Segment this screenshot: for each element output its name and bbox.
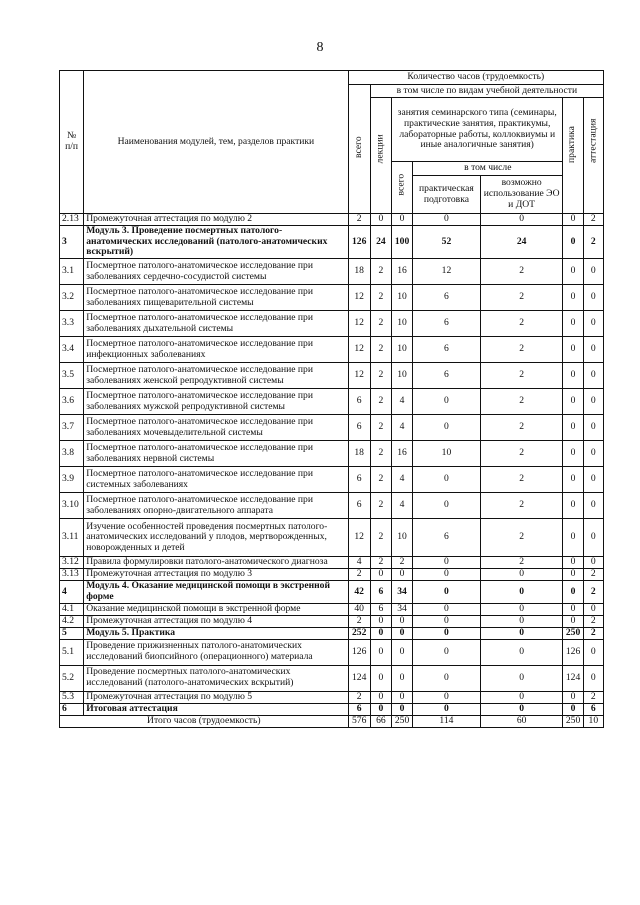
cell-prac-prep: 52 [413, 226, 481, 259]
cell-total: 6 [348, 467, 370, 493]
table-row [60, 467, 604, 493]
cell-sem-total: 34 [391, 603, 412, 615]
total-total: 576 [348, 715, 370, 727]
cell-sem-total: 4 [391, 415, 412, 441]
table-row [60, 639, 604, 665]
cell-practice: 0 [563, 557, 583, 569]
total-sem-total: 250 [391, 715, 412, 727]
row-number: 3.4 [60, 337, 84, 363]
cell-eo-dot: 2 [480, 557, 563, 569]
cell-practice: 0 [563, 615, 583, 627]
row-number: 4.1 [60, 603, 84, 615]
cell-practice: 250 [563, 627, 583, 639]
cell-total: 6 [348, 415, 370, 441]
table-row [60, 665, 604, 691]
cell-total: 2 [348, 691, 370, 703]
cell-prac-prep: 0 [413, 557, 481, 569]
cell-attestation: 0 [583, 363, 603, 389]
cell-practice: 0 [563, 581, 583, 603]
header-prac-prep: практическая подготовка [413, 176, 481, 214]
cell-prac-prep: 0 [413, 639, 481, 665]
row-name: Промежуточная аттестация по модулю 4 [84, 615, 348, 627]
row-name: Правила формулировки патолого-анатомического диагноза [84, 557, 348, 569]
cell-prac-prep: 6 [413, 519, 481, 557]
cell-attestation: 2 [583, 581, 603, 603]
total-label: Итого часов (трудоемкость) [60, 715, 349, 727]
cell-total: 6 [348, 703, 370, 715]
table-row [60, 337, 604, 363]
cell-attestation: 0 [583, 665, 603, 691]
cell-eo-dot: 0 [480, 639, 563, 665]
cell-sem-total: 2 [391, 557, 412, 569]
table-row [60, 627, 604, 639]
cell-lectures: 0 [370, 569, 391, 581]
row-number: 5.3 [60, 691, 84, 703]
row-number: 3.1 [60, 259, 84, 285]
cell-eo-dot: 0 [480, 703, 563, 715]
cell-practice: 0 [563, 441, 583, 467]
cell-sem-total: 0 [391, 615, 412, 627]
table-row [60, 363, 604, 389]
cell-sem-total: 10 [391, 337, 412, 363]
cell-prac-prep: 0 [413, 467, 481, 493]
cell-attestation: 0 [583, 337, 603, 363]
cell-sem-total: 34 [391, 581, 412, 603]
table-row [60, 691, 604, 703]
row-number: 3.8 [60, 441, 84, 467]
cell-attestation: 0 [583, 557, 603, 569]
row-number: 4 [60, 581, 84, 603]
cell-lectures: 6 [370, 603, 391, 615]
cell-eo-dot: 0 [480, 615, 563, 627]
cell-lectures: 2 [370, 337, 391, 363]
row-number: 3.9 [60, 467, 84, 493]
row-number: 3.13 [60, 569, 84, 581]
cell-lectures: 2 [370, 285, 391, 311]
header-hours: Количество часов (трудоемкость) [348, 71, 603, 85]
cell-prac-prep: 6 [413, 285, 481, 311]
cell-total: 12 [348, 519, 370, 557]
row-name: Посмертное патолого-анатомическое исследование при заболеваниях сердечно-сосудистой системы [84, 259, 348, 285]
cell-lectures: 2 [370, 441, 391, 467]
cell-attestation: 2 [583, 226, 603, 259]
cell-total: 12 [348, 337, 370, 363]
row-number: 3.6 [60, 389, 84, 415]
cell-prac-prep: 0 [413, 703, 481, 715]
cell-attestation: 0 [583, 285, 603, 311]
cell-total: 124 [348, 665, 370, 691]
cell-lectures: 0 [370, 703, 391, 715]
cell-eo-dot: 2 [480, 415, 563, 441]
cell-eo-dot: 0 [480, 603, 563, 615]
cell-sem-total: 4 [391, 493, 412, 519]
cell-eo-dot: 0 [480, 569, 563, 581]
cell-eo-dot: 2 [480, 259, 563, 285]
cell-practice: 0 [563, 259, 583, 285]
row-name: Проведение посмертных патолого-анатомических исследований (патолого-анатомических вскрытий) [84, 665, 348, 691]
cell-sem-total: 0 [391, 569, 412, 581]
table-row [60, 441, 604, 467]
header-practice: практика [563, 98, 583, 214]
cell-eo-dot: 0 [480, 214, 563, 226]
table-row [60, 519, 604, 557]
table-row [60, 259, 604, 285]
cell-prac-prep: 10 [413, 441, 481, 467]
cell-attestation: 0 [583, 639, 603, 665]
cell-lectures: 2 [370, 259, 391, 285]
cell-attestation: 0 [583, 493, 603, 519]
cell-eo-dot: 2 [480, 311, 563, 337]
cell-practice: 0 [563, 337, 583, 363]
cell-lectures: 2 [370, 493, 391, 519]
cell-total: 126 [348, 639, 370, 665]
row-number: 2.13 [60, 214, 84, 226]
cell-lectures: 2 [370, 363, 391, 389]
total-lectures: 66 [370, 715, 391, 727]
cell-practice: 0 [563, 389, 583, 415]
cell-practice: 0 [563, 285, 583, 311]
cell-sem-total: 0 [391, 627, 412, 639]
cell-attestation: 0 [583, 311, 603, 337]
total-prac-prep: 114 [413, 715, 481, 727]
row-number: 3 [60, 226, 84, 259]
cell-eo-dot: 2 [480, 519, 563, 557]
cell-eo-dot: 2 [480, 493, 563, 519]
cell-lectures: 24 [370, 226, 391, 259]
row-name: Посмертное патолого-анатомическое исследование при заболеваниях женской репродуктивной системы [84, 363, 348, 389]
cell-attestation: 0 [583, 603, 603, 615]
cell-attestation: 0 [583, 441, 603, 467]
cell-total: 18 [348, 259, 370, 285]
cell-total: 42 [348, 581, 370, 603]
cell-total: 2 [348, 615, 370, 627]
cell-total: 12 [348, 363, 370, 389]
row-number: 5.2 [60, 665, 84, 691]
cell-practice: 126 [563, 639, 583, 665]
page-number: 8 [316, 40, 324, 55]
cell-attestation: 2 [583, 627, 603, 639]
cell-practice: 0 [563, 493, 583, 519]
table-row [60, 557, 604, 569]
cell-practice: 124 [563, 665, 583, 691]
row-name: Посмертное патолого-анатомическое исследование при заболеваниях мочевыделительной системы [84, 415, 348, 441]
cell-sem-total: 4 [391, 467, 412, 493]
cell-sem-total: 4 [391, 389, 412, 415]
header-attestation: аттестация [583, 98, 603, 214]
cell-sem-total: 0 [391, 703, 412, 715]
cell-attestation: 6 [583, 703, 603, 715]
row-name: Модуль 3. Проведение посмертных патолого-анатомических исследований (патолого-анатомических вскрытий) [84, 226, 348, 259]
cell-sem-total: 10 [391, 363, 412, 389]
cell-attestation: 2 [583, 691, 603, 703]
cell-practice: 0 [563, 703, 583, 715]
curriculum-table [59, 70, 604, 728]
table-row [60, 214, 604, 226]
row-number: 3.3 [60, 311, 84, 337]
header-lectures: лекции [370, 98, 391, 214]
cell-total: 40 [348, 603, 370, 615]
cell-prac-prep: 0 [413, 389, 481, 415]
row-number: 6 [60, 703, 84, 715]
cell-prac-prep: 0 [413, 569, 481, 581]
cell-lectures: 2 [370, 415, 391, 441]
row-name: Посмертное патолого-анатомическое исследование при заболеваниях пищеварительной системы [84, 285, 348, 311]
cell-eo-dot: 24 [480, 226, 563, 259]
cell-practice: 0 [563, 226, 583, 259]
cell-eo-dot: 2 [480, 337, 563, 363]
row-name: Модуль 4. Оказание медицинской помощи в экстренной форме [84, 581, 348, 603]
cell-total: 126 [348, 226, 370, 259]
cell-attestation: 0 [583, 415, 603, 441]
table-row [60, 581, 604, 603]
cell-sem-total: 0 [391, 639, 412, 665]
row-name: Посмертное патолого-анатомическое исследование при заболеваниях мужской репродуктивной системы [84, 389, 348, 415]
row-number: 5 [60, 627, 84, 639]
cell-attestation: 2 [583, 214, 603, 226]
cell-lectures: 2 [370, 557, 391, 569]
cell-attestation: 2 [583, 615, 603, 627]
header-sem-total: всего [391, 162, 412, 214]
cell-eo-dot: 0 [480, 665, 563, 691]
row-name: Промежуточная аттестация по модулю 5 [84, 691, 348, 703]
cell-lectures: 2 [370, 311, 391, 337]
cell-prac-prep: 0 [413, 665, 481, 691]
cell-practice: 0 [563, 363, 583, 389]
cell-prac-prep: 6 [413, 311, 481, 337]
cell-attestation: 0 [583, 259, 603, 285]
cell-prac-prep: 6 [413, 363, 481, 389]
cell-eo-dot: 2 [480, 467, 563, 493]
cell-prac-prep: 0 [413, 214, 481, 226]
row-number: 3.12 [60, 557, 84, 569]
table-row [60, 569, 604, 581]
cell-lectures: 0 [370, 615, 391, 627]
cell-attestation: 0 [583, 389, 603, 415]
cell-lectures: 2 [370, 519, 391, 557]
row-name: Проведение прижизненных патолого-анатомических исследований биопсийного (операционного) материала [84, 639, 348, 665]
row-number: 5.1 [60, 639, 84, 665]
cell-practice: 0 [563, 569, 583, 581]
table-row [60, 389, 604, 415]
cell-prac-prep: 6 [413, 337, 481, 363]
row-name: Итоговая аттестация [84, 703, 348, 715]
row-name: Промежуточная аттестация по модулю 3 [84, 569, 348, 581]
cell-eo-dot: 2 [480, 363, 563, 389]
row-name: Оказание медицинской помощи в экстренной форме [84, 603, 348, 615]
header-seminar: занятия семинарского типа (семинары, практические занятия, практикумы, лабораторные работы, коллоквиумы и иные аналогичные занятия) [391, 98, 563, 162]
cell-sem-total: 0 [391, 665, 412, 691]
row-name: Модуль 5. Практика [84, 627, 348, 639]
cell-sem-total: 10 [391, 519, 412, 557]
row-name: Посмертное патолого-анатомическое исследование при заболеваниях нервной системы [84, 441, 348, 467]
cell-prac-prep: 0 [413, 691, 481, 703]
cell-practice: 0 [563, 214, 583, 226]
cell-sem-total: 0 [391, 214, 412, 226]
cell-lectures: 0 [370, 627, 391, 639]
header-incl: в том числе [413, 162, 563, 176]
cell-attestation: 0 [583, 467, 603, 493]
cell-lectures: 0 [370, 691, 391, 703]
total-practice: 250 [563, 715, 583, 727]
cell-practice: 0 [563, 519, 583, 557]
cell-prac-prep: 0 [413, 415, 481, 441]
row-name: Посмертное патолого-анатомическое исследование при системных заболеваниях [84, 467, 348, 493]
header-by-type: в том числе по видам учебной деятельности [370, 85, 603, 98]
cell-attestation: 0 [583, 519, 603, 557]
cell-lectures: 6 [370, 581, 391, 603]
cell-practice: 0 [563, 603, 583, 615]
total-eo-dot: 60 [480, 715, 563, 727]
cell-sem-total: 0 [391, 691, 412, 703]
cell-eo-dot: 0 [480, 691, 563, 703]
row-number: 4.2 [60, 615, 84, 627]
table-row [60, 311, 604, 337]
cell-practice: 0 [563, 311, 583, 337]
cell-total: 12 [348, 285, 370, 311]
cell-lectures: 0 [370, 214, 391, 226]
cell-eo-dot: 2 [480, 389, 563, 415]
cell-eo-dot: 0 [480, 627, 563, 639]
cell-sem-total: 100 [391, 226, 412, 259]
cell-sem-total: 10 [391, 285, 412, 311]
cell-sem-total: 16 [391, 441, 412, 467]
cell-eo-dot: 0 [480, 581, 563, 603]
cell-attestation: 2 [583, 569, 603, 581]
cell-prac-prep: 0 [413, 627, 481, 639]
row-name: Посмертное патолого-анатомическое исследование при заболеваниях дыхательной системы [84, 311, 348, 337]
row-name: Изучение особенностей проведения посмертных патолого-анатомических исследований у плодов, мертворожденных, новорожденных и детей [84, 519, 348, 557]
cell-total: 4 [348, 557, 370, 569]
total-attestation: 10 [583, 715, 603, 727]
cell-prac-prep: 12 [413, 259, 481, 285]
cell-prac-prep: 0 [413, 581, 481, 603]
row-number: 3.10 [60, 493, 84, 519]
header-total: всего [348, 85, 370, 214]
table-row [60, 226, 604, 259]
row-name: Промежуточная аттестация по модулю 2 [84, 214, 348, 226]
cell-total: 6 [348, 493, 370, 519]
cell-prac-prep: 0 [413, 493, 481, 519]
cell-lectures: 2 [370, 467, 391, 493]
table-row [60, 703, 604, 715]
cell-practice: 0 [563, 415, 583, 441]
table-row [60, 493, 604, 519]
cell-prac-prep: 0 [413, 603, 481, 615]
cell-eo-dot: 2 [480, 441, 563, 467]
table-row [60, 415, 604, 441]
cell-lectures: 2 [370, 389, 391, 415]
cell-prac-prep: 0 [413, 615, 481, 627]
row-name: Посмертное патолого-анатомическое исследование при инфекционных заболеваниях [84, 337, 348, 363]
cell-practice: 0 [563, 691, 583, 703]
cell-total: 2 [348, 214, 370, 226]
header-num: № п/п [60, 71, 84, 214]
row-name: Посмертное патолого-анатомическое исследование при заболеваниях опорно-двигательного аппарата [84, 493, 348, 519]
cell-lectures: 0 [370, 639, 391, 665]
cell-total: 12 [348, 311, 370, 337]
row-number: 3.11 [60, 519, 84, 557]
table-row [60, 285, 604, 311]
cell-total: 252 [348, 627, 370, 639]
total-row [60, 715, 604, 727]
table-row [60, 603, 604, 615]
row-number: 3.7 [60, 415, 84, 441]
cell-lectures: 0 [370, 665, 391, 691]
cell-sem-total: 10 [391, 311, 412, 337]
cell-practice: 0 [563, 467, 583, 493]
cell-sem-total: 16 [391, 259, 412, 285]
cell-total: 18 [348, 441, 370, 467]
table-row [60, 615, 604, 627]
cell-eo-dot: 2 [480, 285, 563, 311]
cell-total: 2 [348, 569, 370, 581]
row-number: 3.5 [60, 363, 84, 389]
row-number: 3.2 [60, 285, 84, 311]
cell-total: 6 [348, 389, 370, 415]
header-name: Наименования модулей, тем, разделов практики [84, 71, 348, 214]
header-eo-dot: возможно использование ЭО и ДОТ [480, 176, 563, 214]
